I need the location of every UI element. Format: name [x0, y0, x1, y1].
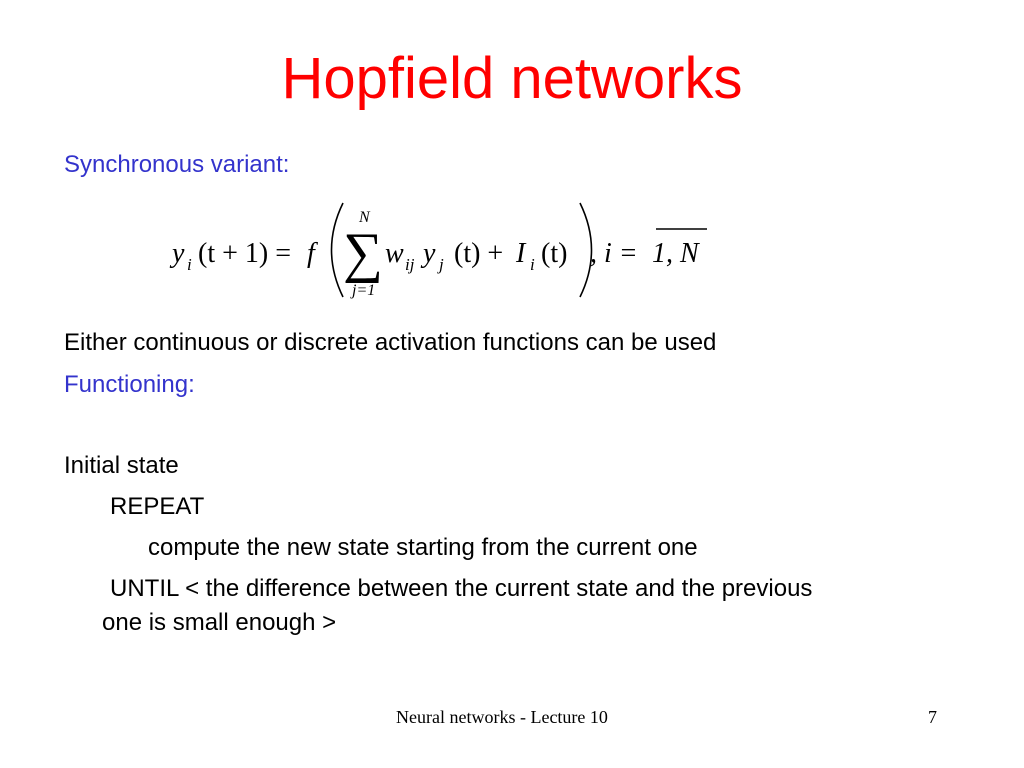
eq-I-arg: (t)	[541, 238, 568, 269]
eq-I-sub: i	[530, 255, 535, 274]
eq-range-lhs: , i =	[590, 238, 638, 269]
sum-symbol: ∑	[343, 222, 383, 284]
slide-title: Hopfield networks	[281, 46, 743, 111]
eq-y: y	[423, 238, 436, 269]
eq-f: f	[307, 238, 315, 269]
synchronous-variant-heading: Synchronous variant:	[64, 151, 290, 178]
until-text-line-2: one is small enough >	[102, 609, 337, 636]
eq-lhs-sub: i	[187, 255, 192, 274]
eq-lhs-arg: (t + 1) =	[198, 238, 292, 269]
footer-caption: Neural networks - Lecture 10	[396, 707, 608, 727]
activation-note: Either continuous or discrete activation functions can be used	[64, 329, 717, 356]
eq-y-sub: j	[439, 255, 444, 274]
until-text-line-1: UNTIL < the difference between the current state and the previous	[110, 575, 813, 602]
compute-text: compute the new state starting from the current one	[148, 534, 698, 561]
repeat-text: REPEAT	[110, 493, 205, 520]
eq-y-arg: (t) +	[454, 238, 504, 269]
eq-I: I	[516, 238, 526, 269]
eq-w: w	[385, 238, 404, 269]
page-number: 7	[928, 707, 937, 727]
initial-state-text: Initial state	[64, 452, 179, 479]
functioning-heading: Functioning:	[64, 371, 195, 398]
eq-lhs-y: y	[172, 238, 185, 269]
eq-range-rhs: 1, N	[652, 238, 699, 269]
sum-upper-limit: N	[359, 209, 370, 226]
left-paren	[332, 203, 344, 297]
eq-w-sub: ij	[405, 255, 415, 274]
sum-lower-limit: j=1	[352, 282, 376, 299]
